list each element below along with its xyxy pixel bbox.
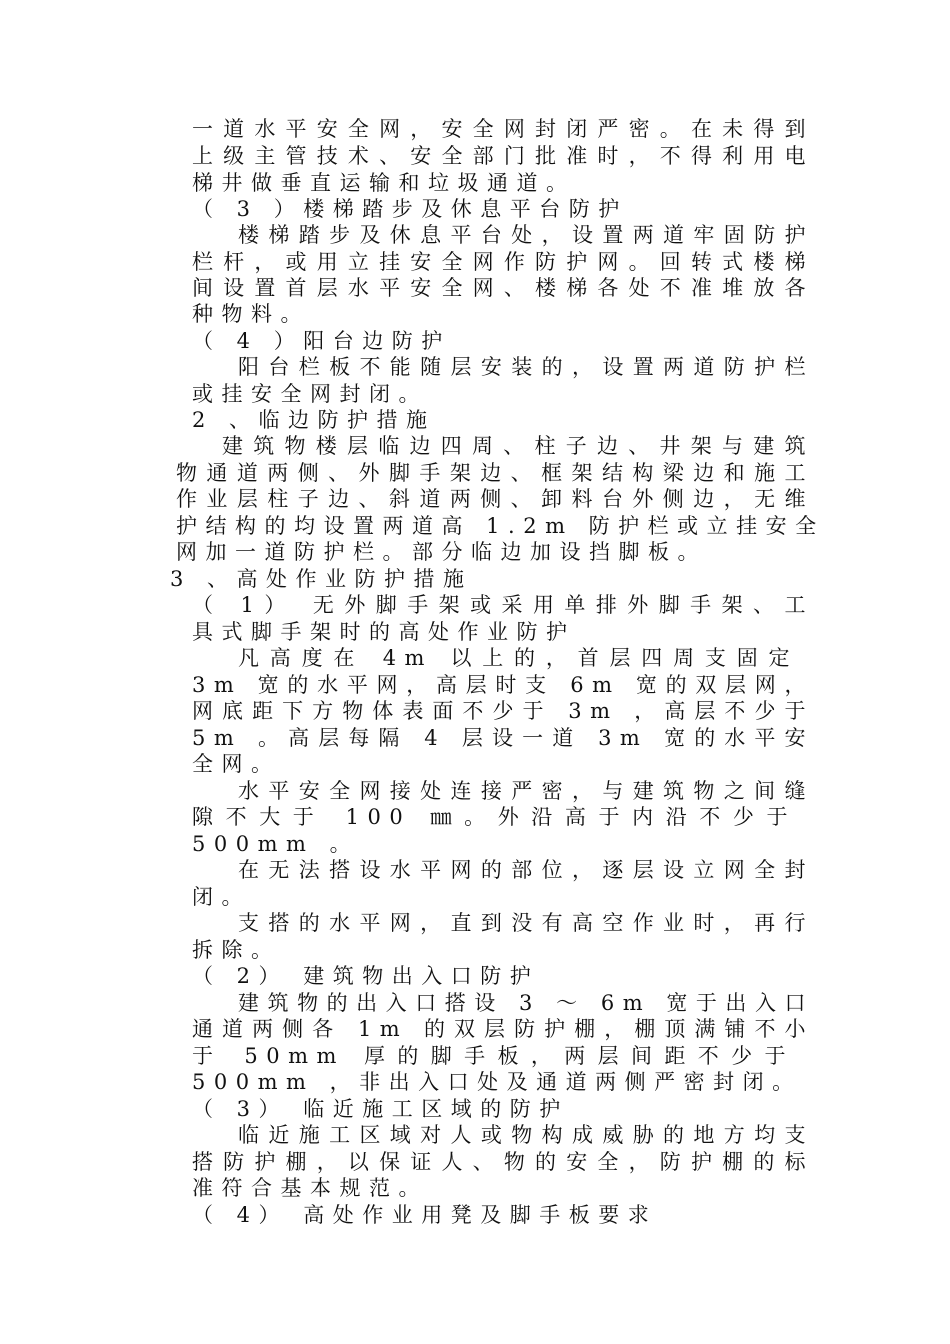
text-line: 500mm ，非出入口处及通道两侧严密封闭。: [192, 1070, 802, 1094]
text-line: 网加一道防护栏。部分临边加设挡脚板。: [176, 540, 707, 564]
text-line: 间设置首层水平安全网、楼梯各处不准堆放各: [192, 276, 814, 300]
section-heading: 3 、高处作业防护措施: [170, 567, 473, 591]
text-line: 或挂安全网封闭。: [192, 382, 428, 406]
text-line: 隙不大于 100 ㎜。外沿高于内沿不少于: [192, 805, 796, 829]
text-line: 拆除。: [192, 938, 281, 962]
text-line: 凡高度在 4m 以上的，首层四周支固定: [238, 646, 798, 670]
text-line: 在无法搭设水平网的部位，逐层设立网全封: [238, 858, 814, 882]
text-line: 3m 宽的水平网，高层时支 6m 宽的双层网，: [192, 673, 814, 697]
text-line: 阳台栏板不能随层安装的，设置两道防护栏: [238, 355, 814, 379]
text-line: 准符合基本规范。: [192, 1176, 428, 1200]
text-line: 一道水平安全网，安全网封闭严密。在未得到: [192, 117, 814, 141]
text-line: 护结构的均设置两道高 1.2m 防护栏或立挂安全: [176, 514, 825, 538]
section-heading: （ 1） 无外脚手架或采用单排外脚手架、工: [192, 593, 814, 617]
section-heading: （ 3） 临近施工区域的防护: [192, 1097, 569, 1121]
text-line: 水平安全网接处连接严密，与建筑物之间缝: [238, 779, 814, 803]
text-line: 通道两侧各 1m 的双层防护棚，棚顶满铺不小: [192, 1017, 814, 1041]
text-line: 支搭的水平网，直到没有高空作业时，再行: [238, 911, 814, 935]
text-line: 具式脚手架时的高处作业防护: [192, 620, 576, 644]
text-line: 建筑物楼层临边四周、柱子边、井架与建筑: [222, 434, 814, 458]
section-heading: （ 2） 建筑物出入口防护: [192, 964, 540, 988]
section-heading: （ 3 ）楼梯踏步及休息平台防护: [192, 197, 628, 221]
text-line: 500mm 。: [192, 832, 360, 856]
section-heading: （ 4） 高处作业用凳及脚手板要求: [192, 1203, 658, 1227]
text-line: 栏杆，或用立挂安全网作防护网。回转式楼梯: [192, 250, 814, 274]
text-line: 5m 。高层每隔 4 层设一道 3m 宽的水平安: [192, 726, 814, 750]
text-line: 建筑物的出入口搭设 3 ～ 6m 宽于出入口: [238, 991, 814, 1015]
text-line: 作业层柱子边、斜道两侧、卸料台外侧边，无维: [176, 487, 814, 511]
section-heading: （ 4 ）阳台边防护: [192, 329, 451, 353]
text-line: 物通道两侧、外脚手架边、框架结构梁边和施工: [176, 461, 814, 485]
text-line: 种物料。: [192, 302, 310, 326]
text-line: 网底距下方物体表面不少于 3m ，高层不少于: [192, 699, 814, 723]
text-line: 楼梯踏步及休息平台处，设置两道牢固防护: [238, 223, 814, 247]
text-line: 梯井做垂直运输和垃圾通道。: [192, 171, 576, 195]
text-line: 上级主管技术、安全部门批准时，不得利用电: [192, 144, 814, 168]
text-line: 于 50mm 厚的脚手板，两层间距不少于: [192, 1044, 794, 1068]
text-line: 临近施工区域对人或物构成威胁的地方均支: [238, 1123, 814, 1147]
text-line: 全网。: [192, 752, 281, 776]
section-heading: 2 、临边防护措施: [192, 408, 436, 432]
text-line: 闭。: [192, 885, 251, 909]
text-line: 搭防护棚，以保证人、物的安全，防护棚的标: [192, 1150, 814, 1174]
